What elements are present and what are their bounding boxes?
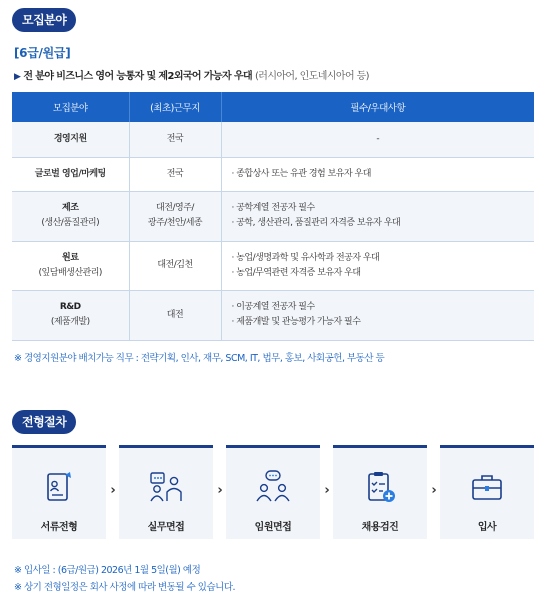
table-row (12, 241, 534, 290)
location-cell (129, 157, 221, 191)
step-label: 실무면접 (147, 522, 185, 533)
step-label: 채용검진 (361, 522, 399, 533)
location-cell (129, 290, 221, 340)
requirement-line: · 농업/무역관련 자격증 보유자 우대 (231, 267, 361, 278)
chevron-right-icon: › (217, 483, 223, 498)
process-step-practical-interview (119, 445, 213, 539)
field-cell (12, 241, 129, 290)
step-label: 입사 (477, 522, 497, 533)
section-title-recruit: 모집분야 (12, 8, 76, 32)
requirements-cell (221, 122, 534, 157)
chevron-right-icon: › (431, 483, 437, 498)
interview-icon (148, 470, 184, 504)
location-text-2: 광주/천안/세종 (147, 218, 203, 228)
field-subname: (제품개발) (50, 317, 90, 327)
field-name: 글로벌 영업/마케팅 (34, 168, 106, 179)
location-cell (129, 122, 221, 157)
requirement-line: · 농업/생명과학 및 유사학과 전공자 우대 (231, 252, 380, 263)
requirement-line: · 이공계열 전공자 필수 (231, 302, 315, 312)
location-cell (129, 241, 221, 290)
field-name: 원료 (62, 252, 79, 263)
process-step-joining (440, 445, 534, 539)
field-subname: (생산/품질관리) (41, 218, 100, 228)
requirement-line: - (376, 133, 380, 144)
header-location: (최초)근무지 (129, 92, 221, 122)
table-row (12, 157, 534, 191)
requirements-cell (221, 157, 534, 191)
field-cell (12, 191, 129, 241)
location-text: 전국 (166, 133, 184, 144)
management-jobs-note: ※ 경영지원분야 배치가능 직무 : 전략기획, 인사, 재무, SCM, IT, 법무, 홍보, 사회공헌, 부동산 등 (14, 353, 385, 364)
requirements-cell (221, 191, 534, 241)
process-step-medical-checkup (333, 445, 427, 539)
step-label: 서류전형 (40, 522, 78, 533)
preference-sub: (러시아어, 인도네시아어 등) (254, 71, 369, 82)
table-row (12, 191, 534, 241)
schedule-change-note: ※ 상기 전형일정은 회사 사정에 따라 변동될 수 있습니다. (14, 582, 236, 593)
location-cell (129, 191, 221, 241)
section-title-process: 전형절차 (12, 410, 76, 434)
process-step-documents (12, 445, 106, 539)
header-field: 모집분야 (12, 92, 129, 122)
chevron-right-icon: › (110, 483, 116, 498)
location-text: 대전/김천 (157, 260, 193, 270)
preference-main: 전 분야 비즈니스 영어 능통자 및 제2외국어 가능자 우대 (23, 71, 253, 82)
executive-interview-icon (255, 470, 291, 504)
table-row (12, 122, 534, 157)
location-text: 대전/영주/ (156, 203, 194, 213)
requirement-line: · 제품개발 및 관능평가 가능자 필수 (231, 317, 361, 327)
document-icon (41, 470, 77, 504)
field-name: 경영지원 (53, 133, 87, 144)
step-label: 임원면접 (254, 522, 292, 533)
requirements-cell (221, 290, 534, 340)
join-date-note: ※ 입사일 : (6급/원급) 2026년 1월 5일(월) 예정 (14, 565, 201, 576)
requirement-line: · 종합상사 또는 유관 경험 보유자 우대 (231, 168, 371, 179)
briefcase-icon (469, 470, 505, 504)
triangle-marker-icon: ▶ (14, 72, 21, 82)
chevron-right-icon: › (324, 483, 330, 498)
field-cell (12, 157, 129, 191)
requirements-cell (221, 241, 534, 290)
requirement-line: · 공학, 생산관리, 품질관리 자격증 보유자 우대 (231, 218, 401, 228)
table-row (12, 290, 534, 340)
table-header-row (12, 92, 534, 122)
location-text: 전국 (166, 168, 184, 179)
medical-checkup-icon (362, 470, 398, 504)
field-name: R&D (59, 302, 81, 312)
field-name: 제조 (62, 203, 79, 213)
header-requirements: 필수/우대사항 (221, 92, 534, 122)
process-step-executive-interview (226, 445, 320, 539)
grade-heading: [6급/원급] (14, 46, 71, 60)
preference-note (14, 67, 369, 82)
field-cell (12, 290, 129, 340)
location-text: 대전 (166, 309, 184, 320)
requirement-line: · 공학계열 전공자 필수 (231, 203, 315, 213)
field-cell (12, 122, 129, 157)
process-steps (12, 445, 535, 539)
requirements-table (12, 92, 534, 341)
field-subname: (잎담배생산관리) (38, 267, 102, 278)
